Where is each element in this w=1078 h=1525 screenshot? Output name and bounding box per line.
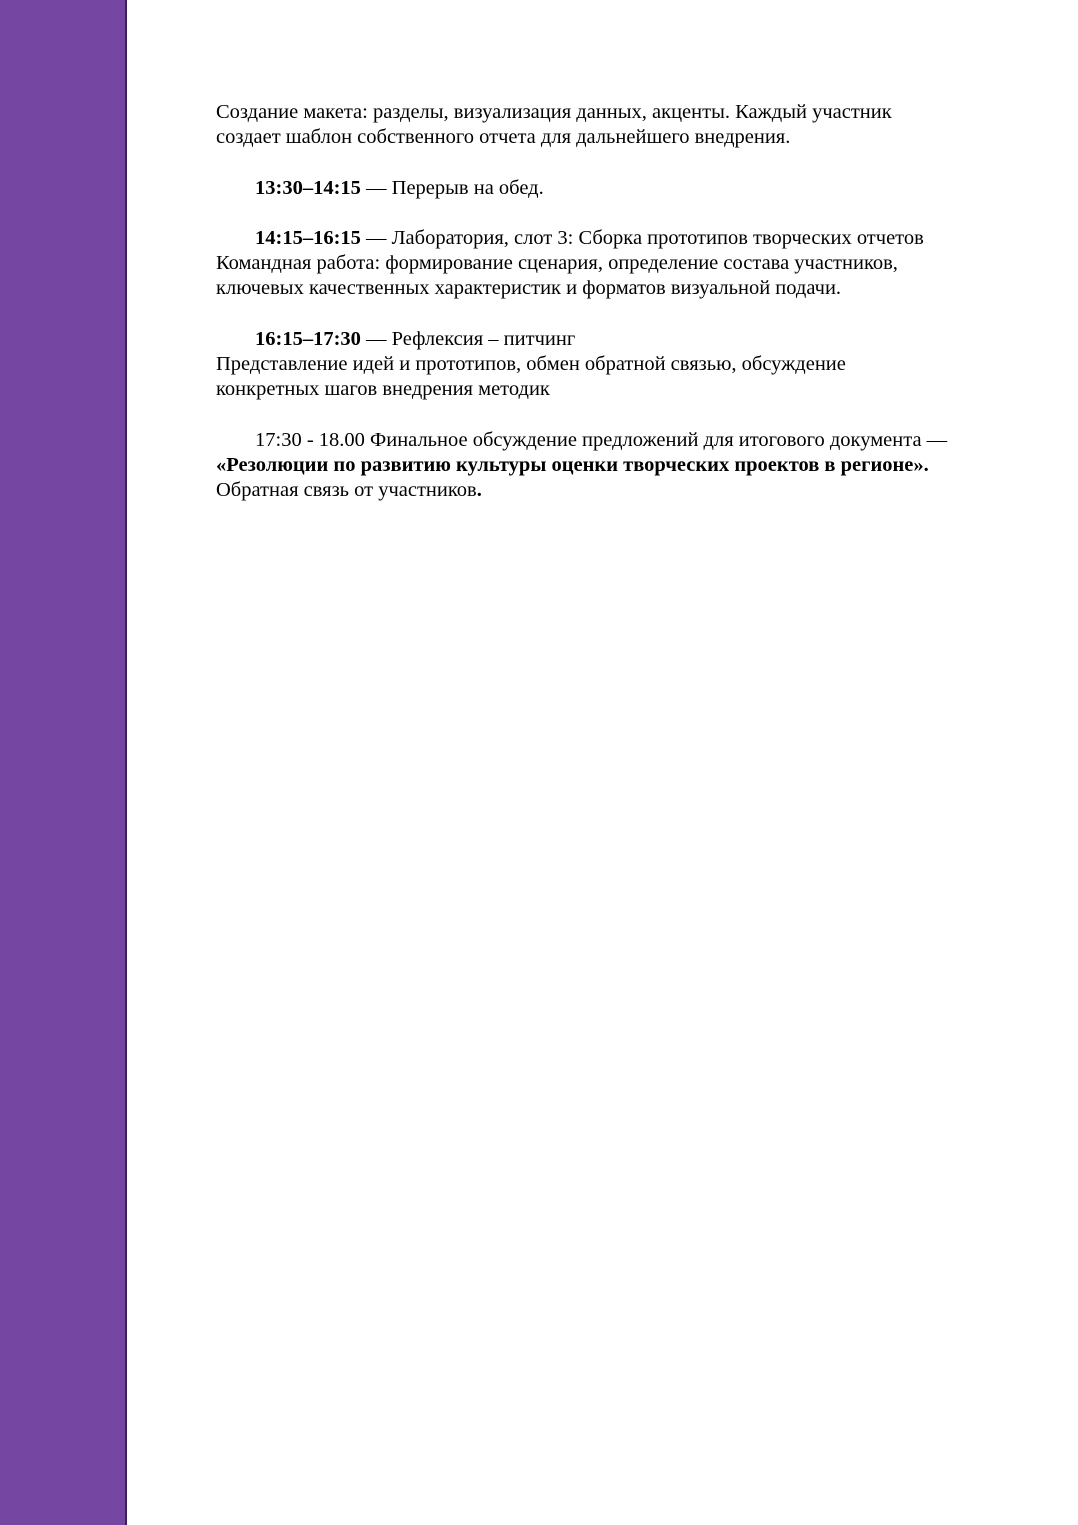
text-line [216,478,1016,503]
side-accent-bar [0,0,127,1525]
schedule-description: Обратная связь от участников [216,479,477,502]
schedule-title: — Лаборатория, слот 3: Сборка прототипов творческих отчетов [360,226,924,249]
paragraph-layout-creation [216,100,1016,151]
text-line [216,226,1016,251]
resolution-title: «Резолюции по развитию культуры оценки творческих проектов в регионе». [216,453,929,476]
schedule-title: — Рефлексия – питчинг [360,327,576,350]
schedule-title: 17:30 - 18.00 Финальное обсуждение предложений для итогового документа — [255,428,948,451]
schedule-description: Командная работа: формирование сценария, определение состава участников, [216,252,898,275]
text-line [216,327,1016,352]
text-line: Создание макета: разделы, визуализация данных, акценты. Каждый участник [216,101,892,123]
schedule-time: 16:15–17:30 [255,327,361,350]
schedule-title: — Перерыв на обед. [360,176,544,199]
text-line [216,176,1016,201]
text-line: создает шаблон собственного отчета для дальнейшего внедрения. [216,126,791,149]
text-line [216,428,1016,453]
schedule-item-reflection [216,327,1016,403]
line-end-period: . [476,479,482,502]
schedule-description: Представление идей и прототипов, обмен обратной связью, обсуждение [216,353,846,376]
schedule-description: ключевых качественных характеристик и форматов визуальной подачи. [216,277,842,300]
schedule-item-final-discussion [216,428,1016,504]
schedule-description: конкретных шагов внедрения методик [216,378,550,401]
schedule-time: 13:30–14:15 [255,176,361,199]
schedule-time: 14:15–16:15 [255,226,361,249]
schedule-item-lab-slot-3 [216,226,1016,302]
schedule-item-lunch [216,176,1016,201]
document-body [216,100,1016,504]
